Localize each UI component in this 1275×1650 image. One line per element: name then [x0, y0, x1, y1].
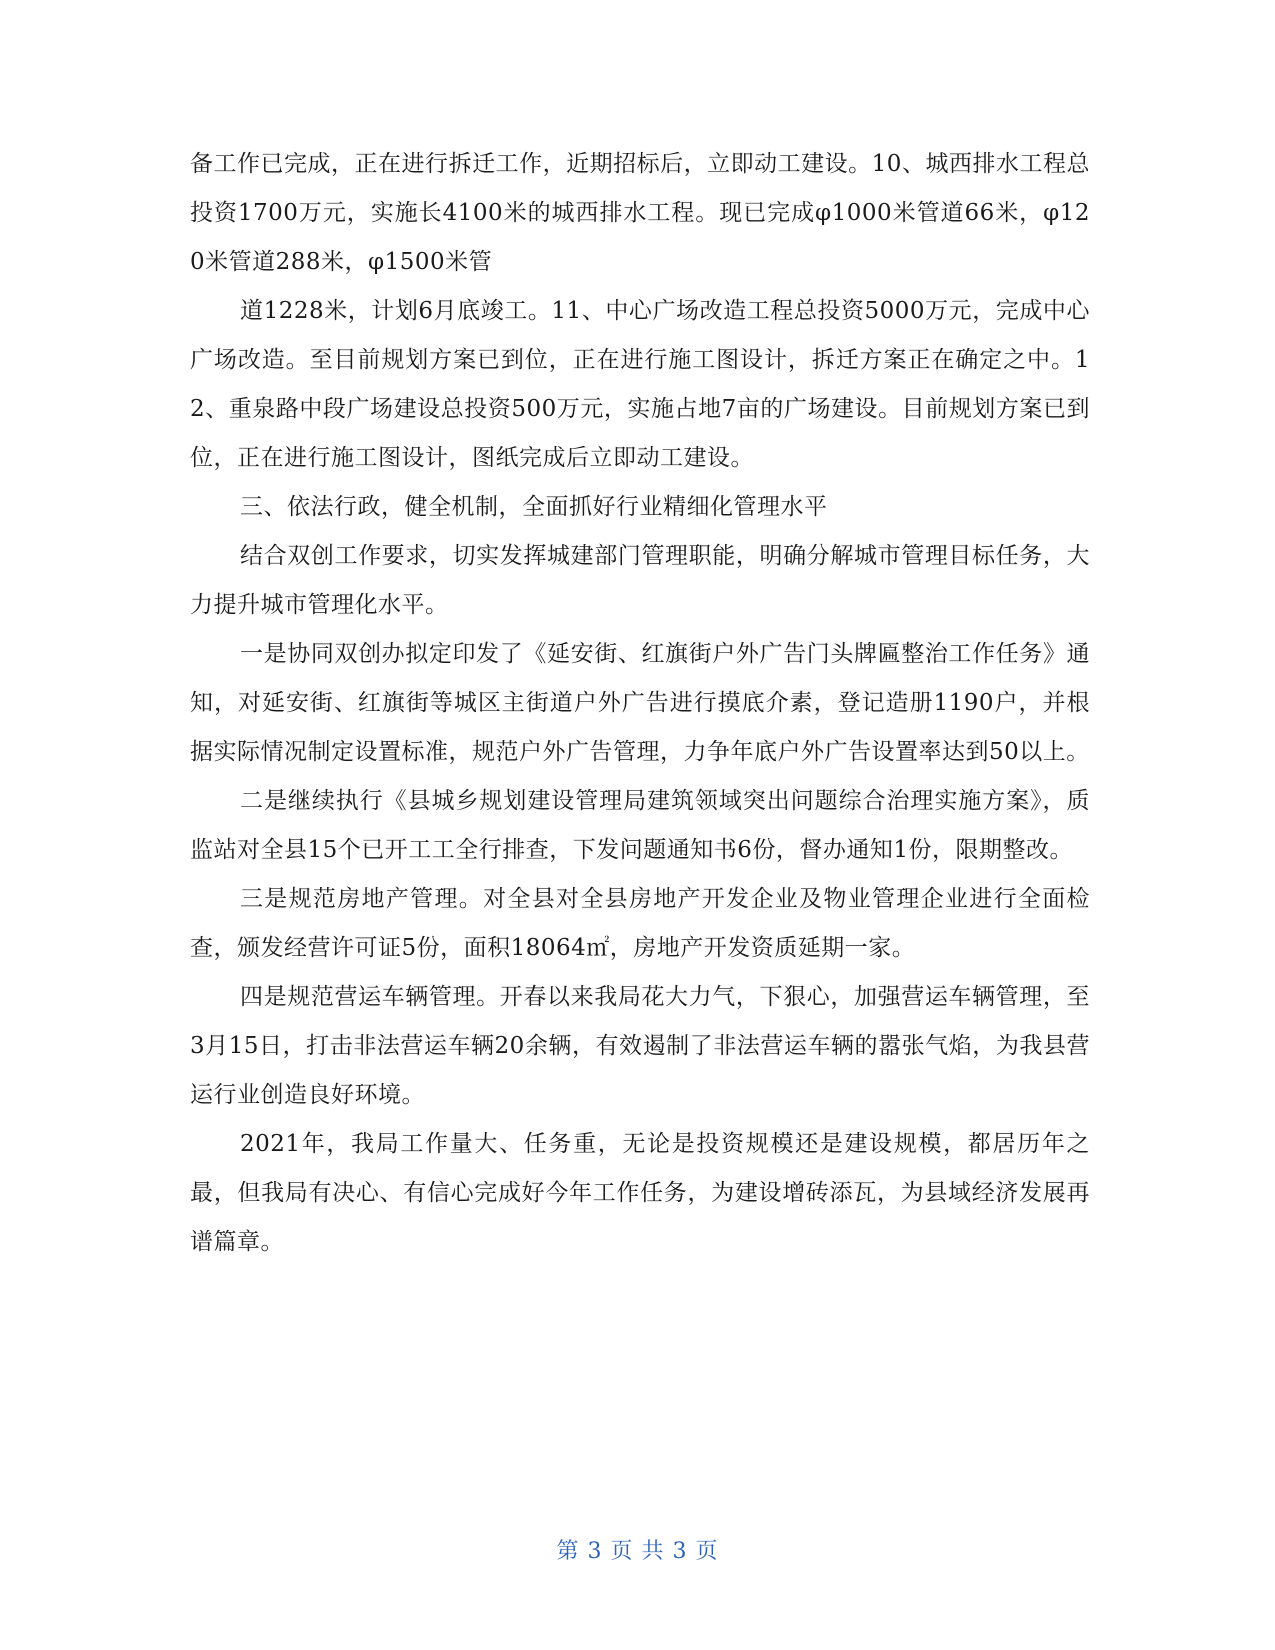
paragraph-4: 结合双创工作要求，切实发挥城建部门管理职能，明确分解城市管理目标任务，大力提升城市管理化水平。 [190, 543, 1090, 618]
footer-total-pages: 3 [672, 1539, 688, 1564]
section-heading: 三、依法行政，健全机制，全面抓好行业精细化管理水平 [240, 494, 828, 520]
paragraph-9: 2021年，我局工作量大、任务重，无论是投资规模还是建设规模，都居历年之最，但我局有决心、有信心完成好今年工作任务，为建设增砖添瓦，为县域经济发展再谱篇章。 [190, 1131, 1090, 1255]
page-footer [0, 1534, 1275, 1565]
document-body [190, 140, 1090, 1267]
footer-middle: 页 共 [610, 1539, 665, 1564]
paragraph-2: 道1228米，计划6月底竣工。11、中心广场改造工程总投资5000万元，完成中心广场改造。至目前规划方案已到位，正在进行施工图设计，拆迁方案正在确定之中。12、重泉路中段广场建设总投资500万元，实施占地7亩的广场建设。目前规划方案已到位，正在进行施工图设计，图纸完成后立即动工建设。 [190, 298, 1090, 471]
footer-current-page: 3 [587, 1539, 603, 1564]
footer-suffix: 页 [695, 1539, 719, 1564]
paragraph-1: 备工作已完成，正在进行拆迁工作，近期招标后，立即动工建设。10、城西排水工程总投资1700万元，实施长4100米的城西排水工程。现已完成φ1000米管道66米，φ120米管道288米，φ1500米管 [190, 151, 1090, 275]
paragraph-7: 三是规范房地产管理。对全县对全县房地产开发企业及物业管理企业进行全面检查，颁发经营许可证5份，面积18064㎡，房地产开发资质延期一家。 [190, 886, 1090, 961]
paragraph-6: 二是继续执行《县城乡规划建设管理局建筑领域突出问题综合治理实施方案》，质监站对全县15个已开工工全行排查，下发问题通知书6份，督办通知1份，限期整改。 [190, 788, 1090, 863]
footer-prefix: 第 [556, 1539, 580, 1564]
paragraph-5: 一是协同双创办拟定印发了《延安街、红旗街户外广告门头牌匾整治工作任务》通知，对延安街、红旗街等城区主街道户外广告进行摸底介素，登记造册1190户，并根据实际情况制定设置标准，规范户外广告管理，力争年底户外广告设置率达到50以上。 [190, 641, 1090, 765]
paragraph-8: 四是规范营运车辆管理。开春以来我局花大力气，下狠心，加强营运车辆管理，至3月15日，打击非法营运车辆20余辆，有效遏制了非法营运车辆的嚣张气焰，为我县营运行业创造良好环境。 [190, 984, 1090, 1108]
